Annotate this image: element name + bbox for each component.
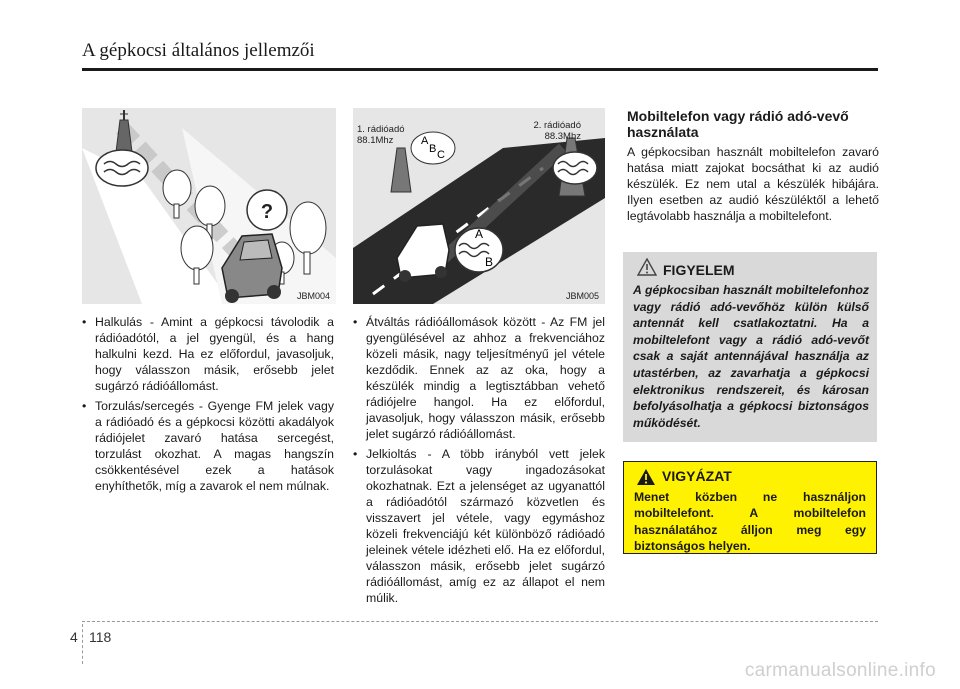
caution-body: A gépkocsiban használt mobiltelefonhoz vagy rádió adó-vevőhöz külön külső antennát kell csatlakoztatni. Ha a mobiltelefont vagy a rádió adó-vevőt csak a saját antennájával használja az utastérben, az zavarhatja a gépkocsi elektronikus rendszereit, és károsan befolyásolhatja a gépkocsi biztonságos működését. xyxy=(633,283,869,430)
list-item: • Jelkioltás - A több irányból vett jelek torzulásokat vagy ingadozásokat okozhatnak. Ezt a jelenséget az ugyanattól a rádióadótól származó közvetlen és visszavert jel vétele, vagy egymáshoz közeli frekvenciájú két különböző rádióadó jeleinek vétele idézheti elő. Ha ez előfordul, válasszon másik, erősebb jelet sugárzó rádióállomást, amíg ez az állapot el nem múlik. xyxy=(353,446,605,606)
svg-text:A: A xyxy=(475,227,484,241)
chapter-number: 4 xyxy=(70,629,78,645)
warning-title: VIGYÁZAT xyxy=(662,468,732,484)
warning-triangle-icon xyxy=(636,468,656,486)
list-item: • Halkulás - Amint a gépkocsi távolodik a rádióadótól, a jel gyengül, és a hang halkulni kezd. Ha ez előfordul, javasoljuk, hogy válasszon másik, erősebb jelet sugárzó rádióállomást. xyxy=(82,314,334,394)
column1-list xyxy=(82,314,334,498)
svg-text:A: A xyxy=(421,135,429,147)
caution-title: FIGYELEM xyxy=(663,262,735,278)
header-rule xyxy=(82,68,878,71)
footer-divider xyxy=(82,624,83,664)
warning-body: Menet közben ne használjon mobiltelefont. A mobiltelefon használatához álljon meg egy biztonságos helyen. xyxy=(634,490,866,554)
figure-fading-signal xyxy=(82,108,336,304)
section-body: A gépkocsiban használt mobiltelefon zavaró hatása miatt zajokat bocsáthat ki az audió készülék. Ez nem utal a készülék hibájára. Ilyen esetben az audió készüléktől a lehető legtávolabb használja a mobiltelefont. xyxy=(627,145,879,223)
figure-code: JBM004 xyxy=(296,291,330,301)
section-title: Mobiltelefon vagy rádió adó-vevő használata xyxy=(627,108,849,140)
footer-rule xyxy=(82,621,878,622)
figure-code: JBM005 xyxy=(565,291,599,301)
station2-caption: 2. rádióadó 88.3Mhz xyxy=(533,120,581,142)
caution-triangle-icon xyxy=(637,258,657,276)
list-item: • Átváltás rádióállomások között - Az FM jel gyengülésével az ahhoz a frekvenciához közeli másik, nagy teljesítményű jel vétele kezdődik. Ennek az az oka, hogy a készülék mindig a legtisztábban vehető rádiójelre hangol. Ha ez előfordul, javasoljuk, hogy válasszon másik, erősebb jelet sugárzó rádióállomást. xyxy=(353,314,605,442)
page-number: 118 xyxy=(89,629,112,645)
watermark: carmanualsonline.info xyxy=(744,660,936,681)
question-mark: ? xyxy=(260,201,274,223)
svg-text:B: B xyxy=(485,255,494,269)
svg-text:C: C xyxy=(437,149,445,161)
caution-box xyxy=(623,252,877,442)
radio-tower-icon xyxy=(391,148,411,192)
list-item: • Torzulás/sercegés - Gyenge FM jelek vagy a rádióadó és a gépkocsi közötti akadályok rádiójelet zavaró hatása sercegést, torzulást okozhat. A magas hangszín csökkentésével ezek a hatások enyhíthetők, míg a zavarok el nem múlnak. xyxy=(82,398,334,494)
station1-caption: 1. rádióadó 88.1Mhz xyxy=(357,124,405,146)
page-header-title: A gépkocsi általános jellemzői xyxy=(82,40,315,61)
column2-list xyxy=(353,314,605,610)
warning-box xyxy=(623,461,877,554)
svg-text:B: B xyxy=(429,143,437,155)
fading-illustration xyxy=(82,108,336,304)
figure-station-switching xyxy=(353,108,605,304)
